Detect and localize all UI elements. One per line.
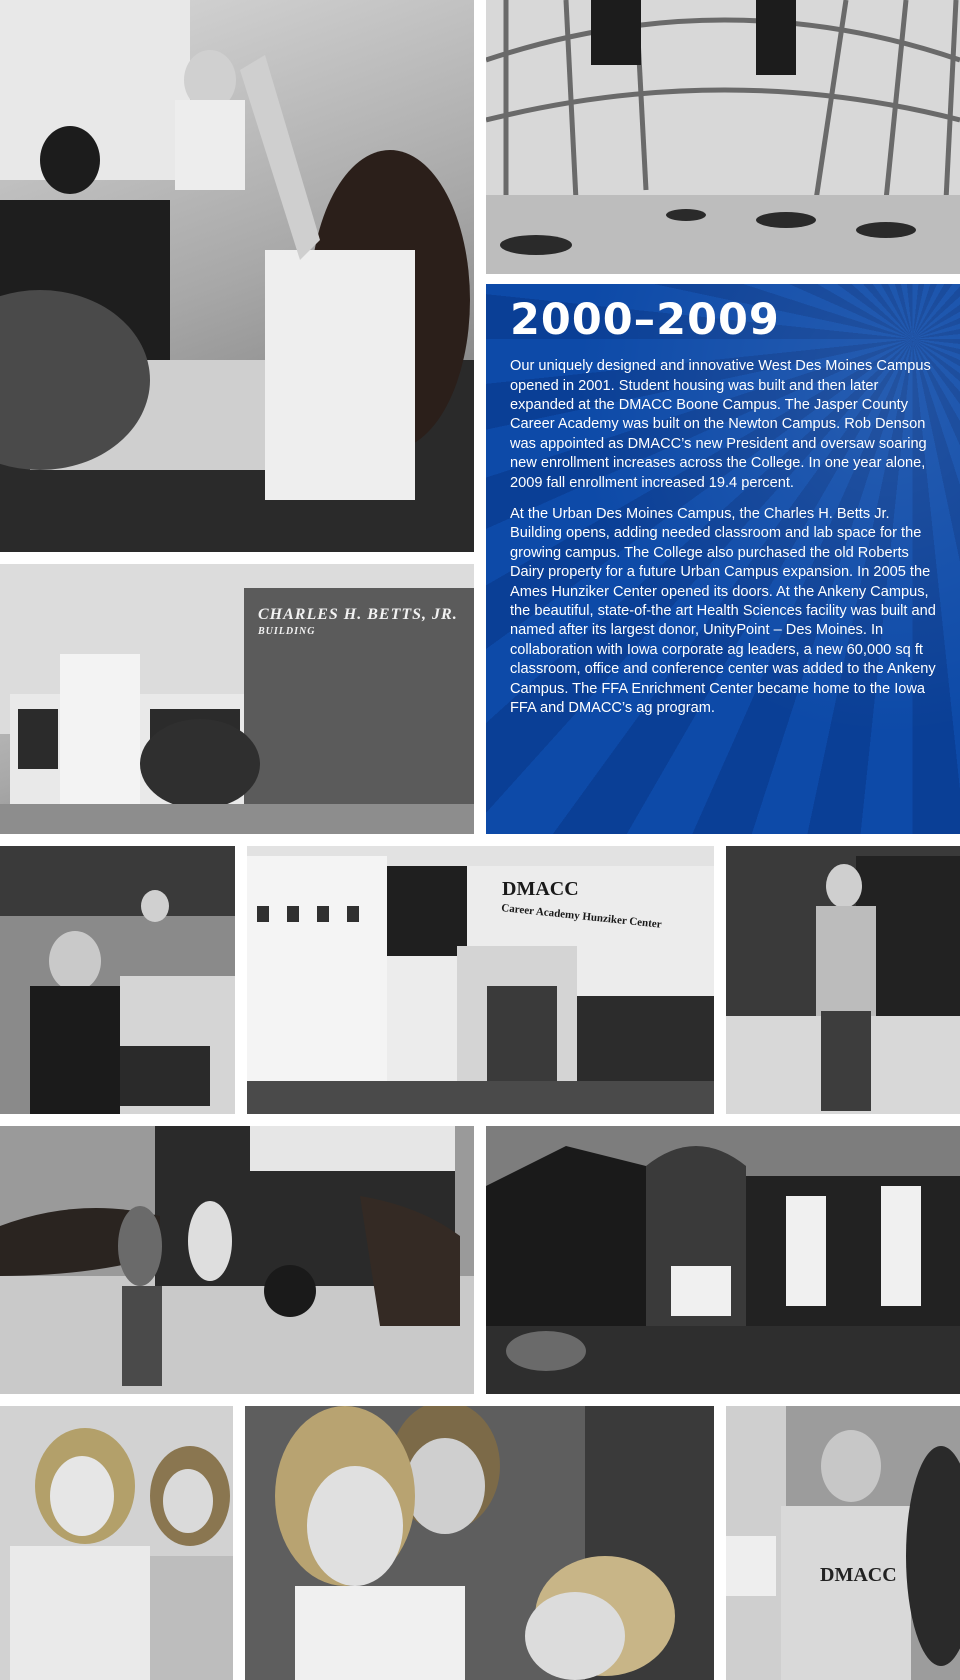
shirt-logo: DMACC — [820, 1564, 897, 1586]
career-academy-sign: Career Academy Hunziker Center — [500, 902, 663, 931]
betts-sign-line2: BUILDING — [258, 626, 316, 637]
panel-paragraph-2: At the Urban Des Moines Campus, the Charles H. Betts Jr. Building opens, adding needed classroom and lab space for the growing campus. The College also purchased the old Roberts Dairy property for a future Urban Campus expansion. In 2005 the Ames Hunziker Center opened its doors. At the Ankeny Campus, the beautiful, state-of-the art Health Sciences facility was built and named after its largest donor, UnityPoint – Des Moines. In collaboration with Iowa corporate ag leaders, a new 60,000 sq ft classroom, office and conference center was added to the Ankeny Campus. The FFA Enrichment Center became home to the Iowa FFA and DMACC’s ag program. — [510, 505, 936, 717]
betts-sign-line1: CHARLES H. BETTS, JR. — [258, 606, 458, 623]
student-walking-photo — [726, 846, 960, 1114]
betts-building-photo — [0, 564, 474, 834]
decade-text-panel — [486, 284, 960, 834]
panel-paragraph-1: Our uniquely designed and innovative West Des Moines Campus opened in 2001. Student housing was built and then later expanded at the DMACC Boone Campus. The Jasper County Career Academy was built on the Newton Campus. Rob Denson was appointed as DMACC’s new President and oversaw soaring new enrollment increases across the College. In one year alone, 2009 fall enrollment increased 19.4 percent. — [510, 358, 931, 491]
atrium-photo — [486, 0, 960, 274]
health-sciences-photo — [486, 1126, 960, 1394]
classroom-photo — [0, 0, 474, 552]
dental-hygiene-photo — [245, 1406, 714, 1680]
horses-trailer-photo — [0, 1126, 474, 1394]
computer-lab-photo — [0, 846, 235, 1114]
decade-title: 2000–2009 — [510, 295, 780, 345]
hunziker-center-photo — [247, 846, 714, 1114]
dmacc-shirt-student-photo — [726, 1406, 960, 1680]
dmacc-logo-sign: DMACC — [502, 878, 579, 900]
students-smiling-photo — [0, 1406, 233, 1680]
